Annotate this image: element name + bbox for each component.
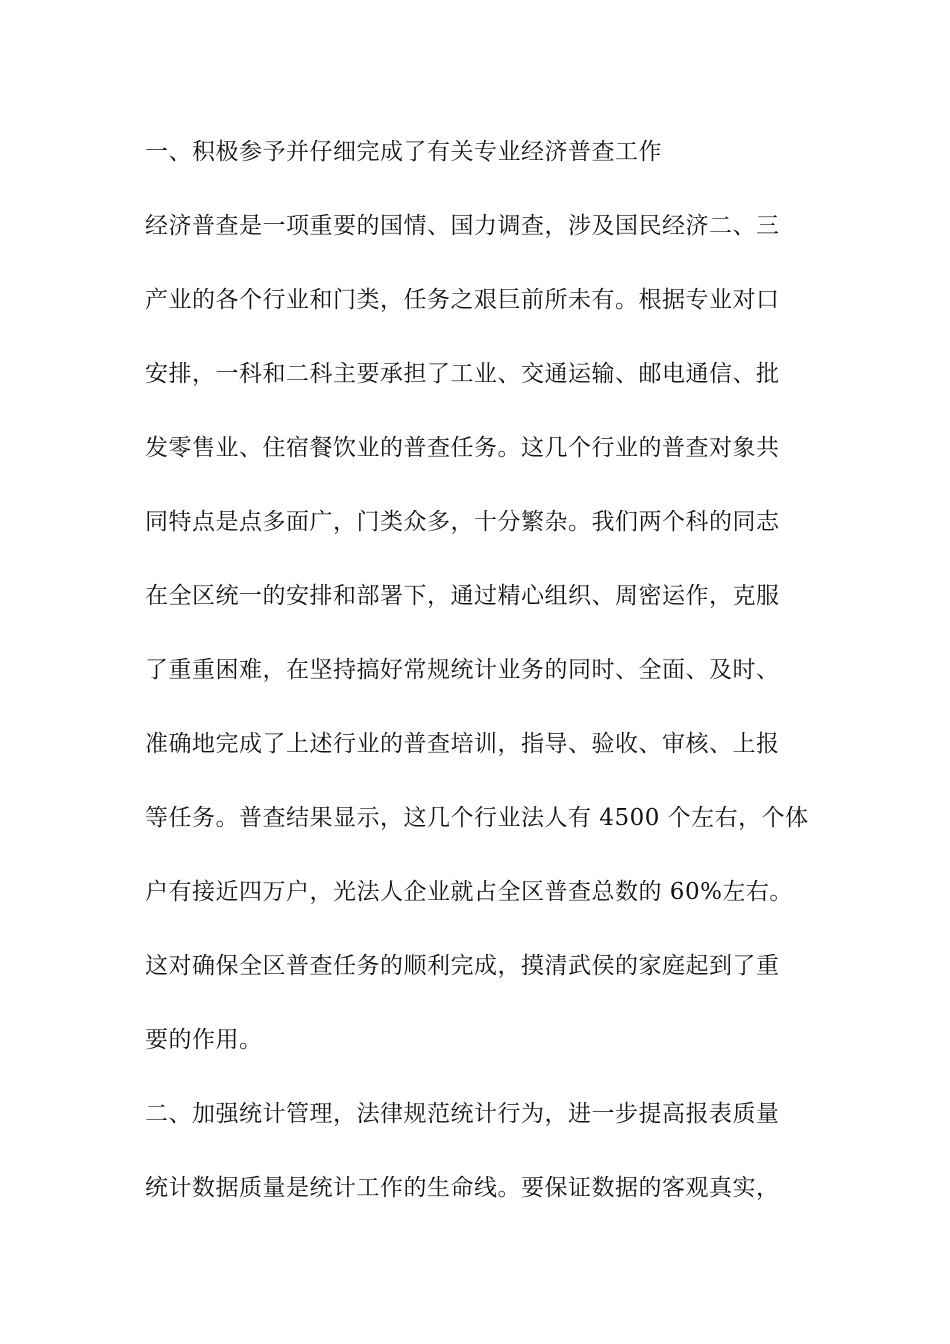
paragraph-line: 安排，一科和二科主要承担了工业、交通运输、邮电通信、批: [145, 361, 780, 387]
paragraph-line: 统计数据质量是统计工作的生命线。要保证数据的客观真实，: [145, 1175, 780, 1201]
paragraph-line: 要的作用。: [145, 1027, 263, 1053]
section-2-heading: 二、加强统计管理，法律规范统计行为，进一步提高报表质量: [145, 1101, 780, 1127]
section-1-heading: 一、积极参予并仔细完成了有关专业经济普查工作: [145, 139, 662, 165]
paragraph-line: 等任务。普查结果显示，这几个行业法人有 4500 个左右，个体: [145, 805, 809, 831]
paragraph-line: 这对确保全区普查任务的顺利完成，摸清武侯的家庭起到了重: [145, 953, 780, 979]
paragraph-line: 发零售业、住宿餐饮业的普查任务。这几个行业的普查对象共: [145, 435, 780, 461]
paragraph-line: 同特点是点多面广，门类众多，十分繁杂。我们两个科的同志: [145, 509, 780, 535]
paragraph-line: 在全区统一的安排和部署下，通过精心组织、周密运作，克服: [145, 583, 780, 609]
paragraph-line: 户有接近四万户，光法人企业就占全区普查总数的 60%左右。: [145, 879, 793, 905]
paragraph-line: 经济普查是一项重要的国情、国力调查，涉及国民经济二、三: [145, 213, 780, 239]
paragraph-line: 了重重困难，在坚持搞好常规统计业务的同时、全面、及时、: [145, 657, 780, 683]
paragraph-line: 产业的各个行业和门类，任务之艰巨前所未有。根据专业对口: [145, 287, 780, 313]
paragraph-line: 准确地完成了上述行业的普查培训，指导、验收、审核、上报: [145, 731, 780, 757]
